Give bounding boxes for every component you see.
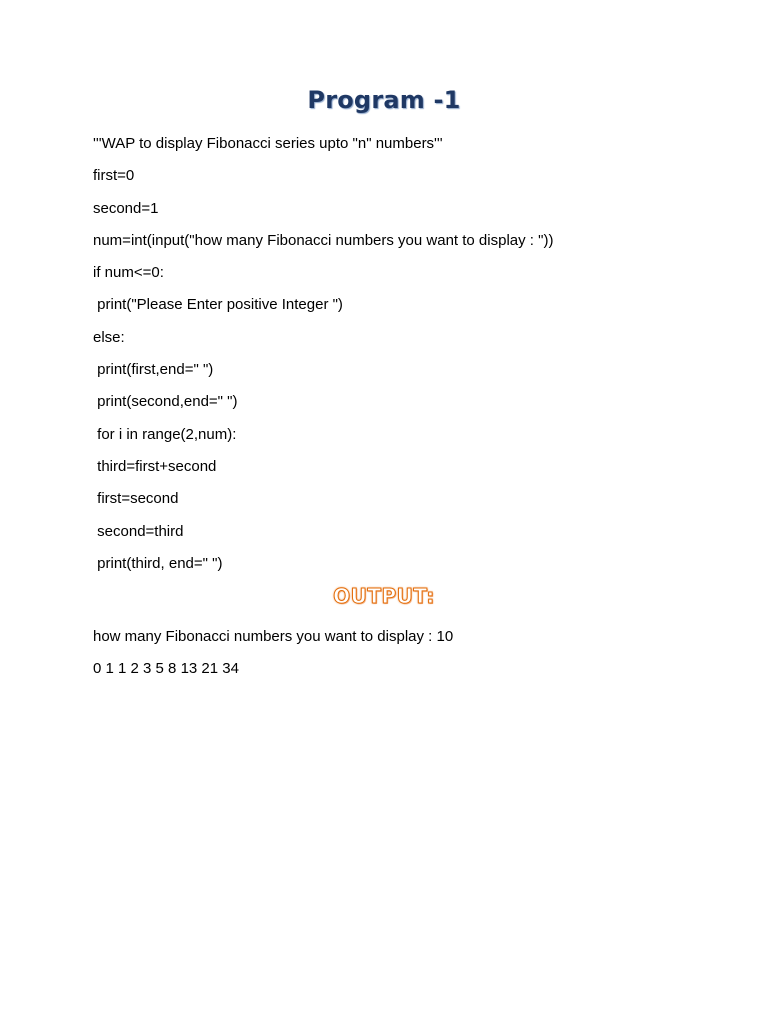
code-line: num=int(input("how many Fibonacci numbers you want to display : ")) (93, 231, 554, 249)
output-heading: OUTPUT: (333, 584, 435, 608)
code-block (93, 132, 713, 584)
output-block (93, 625, 713, 690)
code-line: print(first,end=" ") (93, 361, 214, 379)
code-line: second=1 (93, 199, 159, 217)
code-line: for i in range(2,num): (93, 425, 237, 443)
code-line: else: (93, 328, 125, 346)
code-line: print(second,end=" ") (93, 393, 238, 411)
code-line: third=first+second (93, 457, 217, 475)
code-line: print("Please Enter positive Integer ") (93, 296, 343, 314)
output-line: how many Fibonacci numbers you want to display : 10 (93, 628, 454, 645)
output-line: 0 1 1 2 3 5 8 13 21 34 (93, 660, 239, 678)
program-title: Program -1 (307, 86, 461, 114)
code-line: first=second (93, 490, 179, 508)
code-line: first=0 (93, 167, 135, 185)
code-line: print(third, end=" ") (93, 554, 223, 572)
code-line: '''WAP to display Fibonacci series upto "n" numbers''' (93, 135, 443, 152)
code-line: if num<=0: (93, 264, 164, 282)
code-line: second=third (93, 522, 184, 540)
